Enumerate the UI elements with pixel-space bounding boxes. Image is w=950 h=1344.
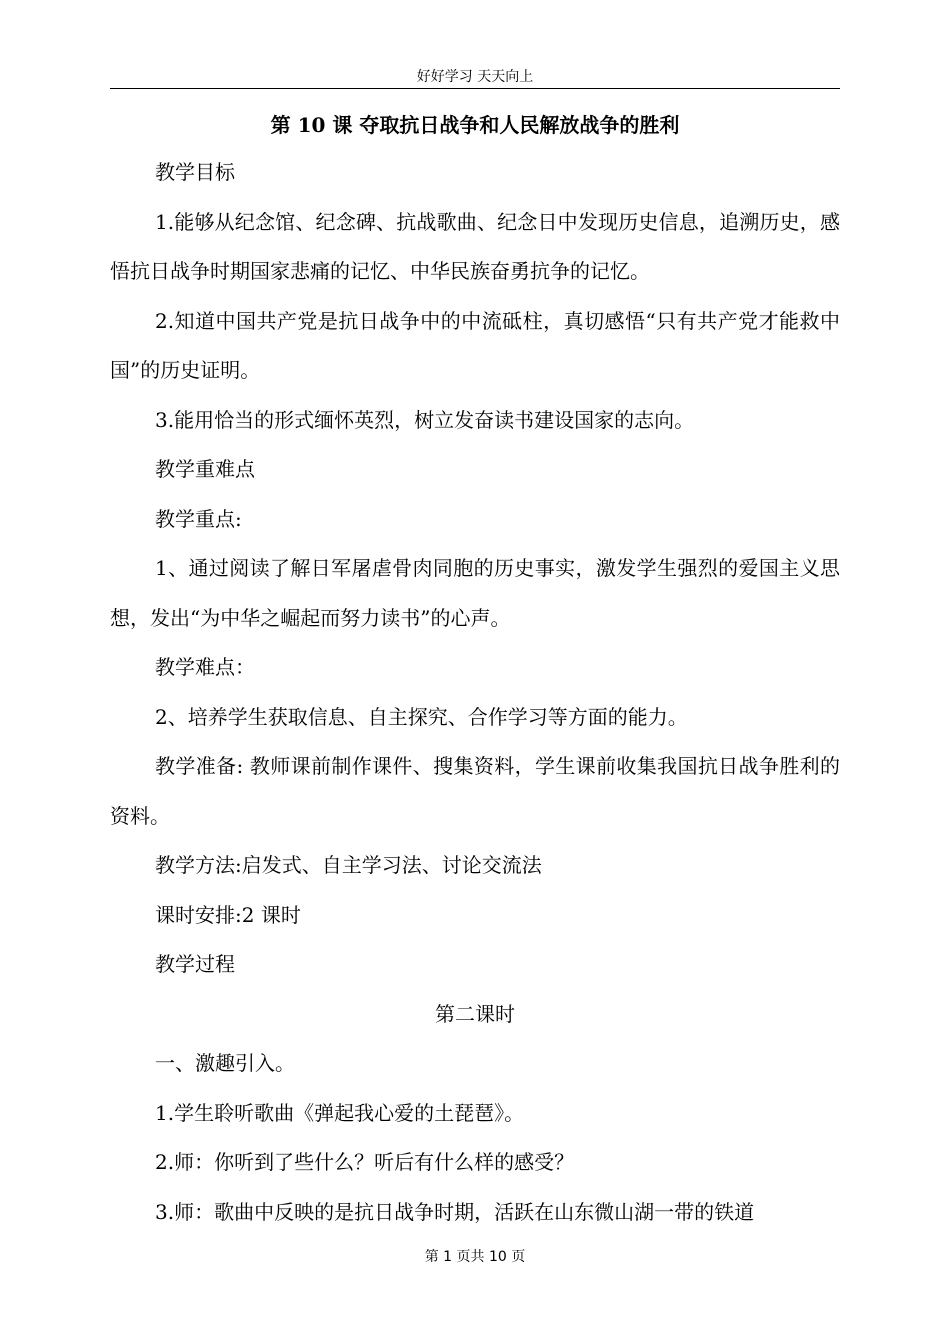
key-point-label: 教学重点: — [155, 506, 242, 531]
document-body — [110, 148, 840, 1237]
difficulty-2: 2、培养学生获取信息、自主探究、合作学习等方面的能力。 — [155, 704, 688, 729]
key-point-1: 1、通过阅读了解日军屠虐骨肉同胞的历史事实，激发学生强烈的爱国主义思想，发出“为中华之崛起而努力读书”的心声。 — [110, 556, 840, 630]
objective-2: 2.知道中国共产党是抗日战争中的中流砥柱，真切感悟“只有共产党才能救中国”的历史证明。 — [110, 308, 840, 382]
teaching-methods: 教学方法:启发式、自主学习法、讨论交流法 — [155, 853, 542, 877]
section-heading-key-points: 教学重难点 — [155, 457, 255, 481]
step-1-item-3: 3.师：歌曲中反映的是抗日战争时期，活跃在山东微山湖一带的铁道 — [155, 1199, 755, 1224]
section-heading-objectives: 教学目标 — [155, 160, 235, 184]
page-header: 好好学习 天天向上 — [416, 69, 534, 85]
step-1-heading: 一、激趣引入。 — [155, 1051, 295, 1075]
header-divider — [110, 88, 840, 89]
page-footer: 第 1 页共 10 页 — [424, 1249, 526, 1265]
teaching-preparation: 教学准备: 教师课前制作课件、搜集资料，学生课前收集我国抗日战争胜利的资料。 — [110, 754, 840, 828]
lesson-period-heading: 第二课时 — [435, 1001, 515, 1026]
objective-3: 3.能用恰当的形式缅怀英烈，树立发奋读书建设国家的志向。 — [155, 407, 695, 432]
class-schedule: 课时安排:2 课时 — [155, 902, 301, 927]
difficulty-label: 教学难点： — [155, 655, 255, 679]
objective-1: 1.能够从纪念馆、纪念碑、抗战歌曲、纪念日中发现历史信息，追溯历史，感悟抗日战争时期国家悲痛的记忆、中华民族奋勇抗争的记忆。 — [110, 209, 840, 283]
section-heading-process: 教学过程 — [155, 952, 235, 976]
step-1-item-1: 1.学生聆听歌曲《弹起我心爱的土琵琶》。 — [155, 1100, 525, 1125]
document-title: 第 10 课 夺取抗日战争和人民解放战争的胜利 — [270, 113, 680, 137]
step-1-item-2: 2.师：你听到了些什么？听后有什么样的感受？ — [155, 1150, 575, 1174]
